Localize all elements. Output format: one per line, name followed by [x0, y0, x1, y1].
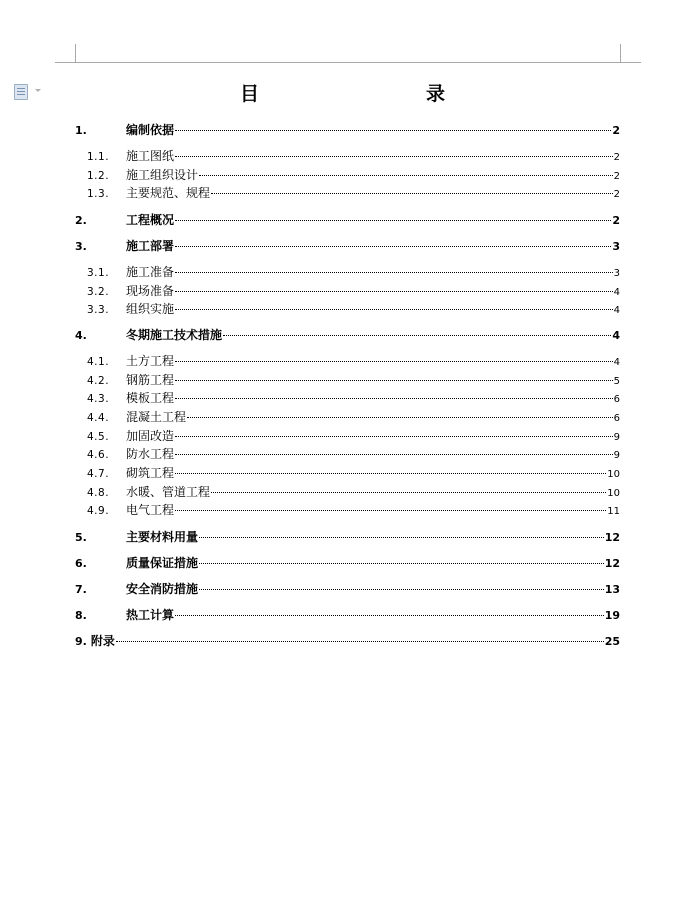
toc-entry[interactable] [75, 123, 620, 137]
toc-entry-page: 11 [607, 506, 620, 517]
toc-leader-dots [199, 563, 604, 564]
toc-entry-number: 4.3. [87, 393, 110, 405]
toc-entry-page: 4 [613, 287, 620, 298]
toc-entry-text: 混凝土工程 [126, 410, 187, 424]
toc-entry-text: 主要材料用量 [126, 530, 199, 544]
toc-entry[interactable] [75, 503, 620, 517]
toc-entry-number: 3.2. [87, 286, 110, 298]
toc-entry[interactable] [75, 556, 620, 570]
toc-entry-number: 4.9. [87, 505, 110, 517]
toc-entry-text: 土方工程 [126, 354, 175, 368]
toc-entry-page: 4 [612, 329, 620, 342]
toc-entry[interactable] [75, 373, 620, 387]
toc-leader-dots [175, 361, 613, 362]
toc-leader-dots [175, 510, 606, 511]
toc-entry-text: 质量保证措施 [126, 556, 199, 570]
toc-entry-page: 3 [612, 240, 620, 253]
toc-leader-dots [187, 417, 613, 418]
toc-leader-dots [175, 454, 613, 455]
toc-entry-page: 4 [613, 305, 620, 316]
toc-entry-number: 5. [75, 531, 87, 544]
toc-entry-number: 1.1. [87, 151, 110, 163]
toc-entry[interactable] [75, 149, 620, 163]
toc-entry-text: 工程概况 [126, 213, 175, 227]
toc-leader-dots [175, 272, 613, 273]
toc-entry-text: 施工组织设计 [126, 168, 199, 182]
toc-entry-number: 4.6. [87, 449, 110, 461]
toc-entry-text: 安全消防措施 [126, 582, 199, 596]
toc-entry-page: 12 [604, 531, 620, 544]
toc-entry[interactable] [75, 284, 620, 298]
toc-entry-number: 8. [75, 609, 87, 622]
toc-entry-number: 3. [75, 240, 87, 253]
toc-leader-dots [175, 615, 604, 616]
toc-entry-number: 6. [75, 557, 87, 570]
toc-entry-page: 3 [613, 268, 620, 279]
toc-entry-page: 25 [604, 635, 620, 648]
toc-entry[interactable] [75, 608, 620, 622]
toc-entry[interactable] [75, 429, 620, 443]
toc-leader-dots [199, 589, 604, 590]
toc-entry[interactable] [75, 447, 620, 461]
toc-entry-page: 6 [613, 394, 620, 405]
crop-mark-left-vertical [75, 44, 76, 63]
toc-entry-number: 3.3. [87, 304, 110, 316]
toc-entry[interactable] [75, 302, 620, 316]
toc-entry-text: 组织实施 [126, 302, 175, 316]
toc-entry[interactable] [75, 168, 620, 182]
toc-entry-page: 19 [604, 609, 620, 622]
toc-leader-dots [175, 309, 613, 310]
toc-entry[interactable] [75, 354, 620, 368]
toc-entry-number: 2. [75, 214, 87, 227]
toc-entry-page: 5 [613, 376, 620, 387]
toc-entry-text: 加固改造 [126, 429, 175, 443]
toc-title: 目 录 [239, 83, 488, 105]
toc-leader-dots [223, 335, 611, 336]
toc-entry-page: 12 [604, 557, 620, 570]
toc-entry-page: 2 [612, 124, 620, 137]
toc-leader-dots [175, 130, 611, 131]
crop-mark-right-vertical [620, 44, 621, 63]
toc-entry[interactable] [75, 466, 620, 480]
toc-entry[interactable] [75, 485, 620, 499]
toc-entry[interactable] [75, 634, 620, 648]
toc-entry-text: 模板工程 [126, 391, 175, 405]
toc-leader-dots [211, 492, 606, 493]
toc-entry[interactable] [75, 582, 620, 596]
toc-entry-text: 编制依据 [126, 123, 175, 137]
toc-entry-number: 7. [75, 583, 87, 596]
toc-entry-text: 电气工程 [126, 503, 175, 517]
crop-mark-left-horizontal [55, 62, 76, 63]
toc-entry-number: 3.1. [87, 267, 110, 279]
toc-leader-dots [175, 380, 613, 381]
toc-entry-number: 4.5. [87, 431, 110, 443]
toc-entry-number: 1. [75, 124, 87, 137]
toc-entry-text: 附录 [90, 634, 115, 648]
toc-leader-dots [175, 398, 613, 399]
toc-entry-page: 2 [613, 189, 620, 200]
toc-entry-number: 4.7. [87, 468, 110, 480]
toc-entry-number: 9. [75, 635, 87, 648]
crop-mark-top-border [75, 62, 621, 63]
toc-leader-dots [175, 220, 611, 221]
toc-entry-number: 4.2. [87, 375, 110, 387]
toc-entry-number: 4. [75, 329, 87, 342]
toc-leader-dots [116, 641, 604, 642]
toc-leader-dots [175, 436, 613, 437]
toc-entry-page: 4 [613, 357, 620, 368]
toc-entry-text: 砌筑工程 [126, 466, 175, 480]
toc-entry-text: 钢筋工程 [126, 373, 175, 387]
toc-leader-dots [199, 537, 604, 538]
toc-entry-page: 9 [613, 450, 620, 461]
toc-entry-page: 9 [613, 432, 620, 443]
toc-entry-page: 13 [604, 583, 620, 596]
toc-leader-dots [175, 156, 613, 157]
toc-leader-dots [175, 291, 613, 292]
toc-leader-dots [211, 193, 613, 194]
toc-entry-number: 1.3. [87, 188, 110, 200]
toc-entry[interactable] [75, 530, 620, 544]
toc-entry-page: 6 [613, 413, 620, 424]
toc-entry[interactable] [75, 213, 620, 227]
toc-entry[interactable] [75, 265, 620, 279]
toc-leader-dots [199, 175, 613, 176]
toc-entry-page: 2 [613, 152, 620, 163]
toc-entry-page: 2 [612, 214, 620, 227]
toc-entry-number: 4.1. [87, 356, 110, 368]
toc-entry[interactable] [75, 328, 620, 342]
toc-entry-text: 冬期施工技术措施 [126, 328, 223, 342]
toc-entry-text: 施工部署 [126, 239, 175, 253]
toc-entry-number: 1.2. [87, 170, 110, 182]
toc-entry-number: 4.4. [87, 412, 110, 424]
toc-entry-text: 水暖、管道工程 [126, 485, 211, 499]
toc-entry-text: 防水工程 [126, 447, 175, 461]
toc-entry-text: 热工计算 [126, 608, 175, 622]
toc-entry-text: 施工图纸 [126, 149, 175, 163]
toc-entry[interactable] [75, 410, 620, 424]
toc-entry-page: 2 [613, 171, 620, 182]
toc-leader-dots [175, 246, 611, 247]
toc-entry[interactable] [75, 186, 620, 200]
toc-entry-page: 10 [607, 469, 620, 480]
toc-entry-text: 施工准备 [126, 265, 175, 279]
toc-entry-page: 10 [607, 488, 620, 499]
toc-entry[interactable] [75, 239, 620, 253]
toc-leader-dots [175, 473, 606, 474]
toc-entry-number: 4.8. [87, 487, 110, 499]
toc-entry[interactable] [75, 391, 620, 405]
toc-entry-text: 主要规范、规程 [126, 186, 211, 200]
toc-entry-text: 现场准备 [126, 284, 175, 298]
crop-mark-right-horizontal [620, 62, 641, 63]
